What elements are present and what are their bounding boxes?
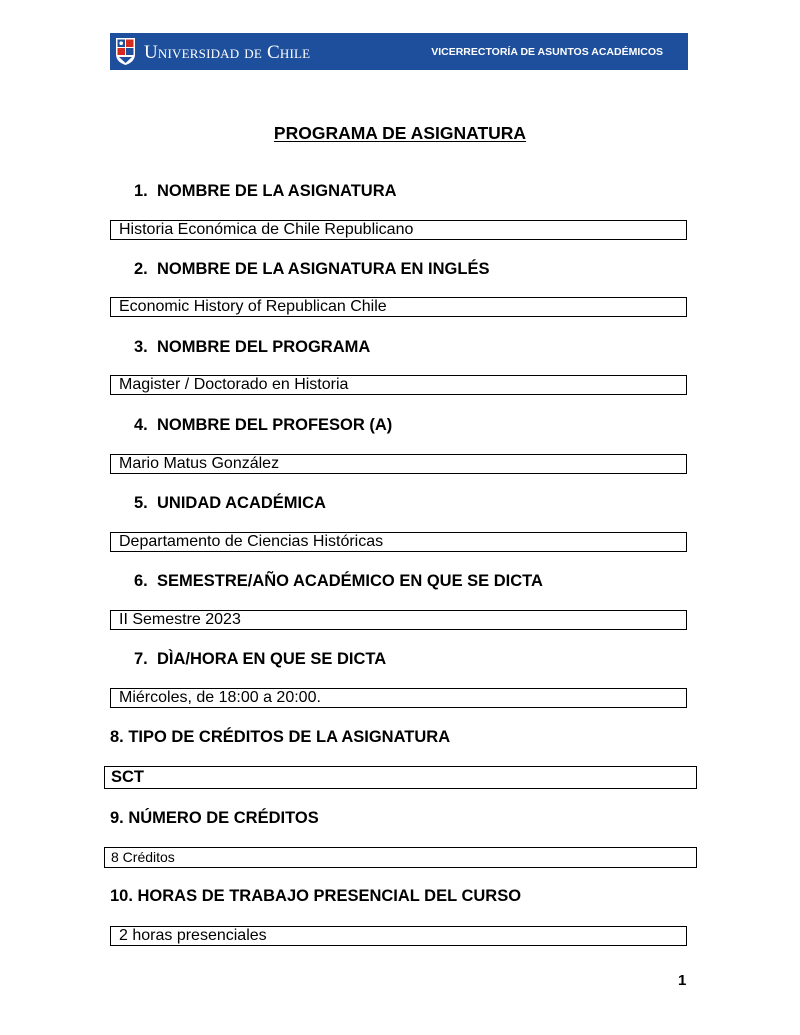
section-8-value-box: SCT bbox=[104, 766, 697, 789]
section-1-number: 1. bbox=[134, 182, 148, 200]
university-crest-icon bbox=[115, 37, 136, 66]
section-5-number: 5. bbox=[134, 494, 148, 512]
section-6-label: SEMESTRE/AÑO ACADÉMICO EN QUE SE DICTA bbox=[157, 572, 543, 590]
section-8-heading: 8. TIPO DE CRÉDITOS DE LA ASIGNATURA bbox=[110, 728, 451, 746]
section-4-heading bbox=[134, 416, 392, 435]
section-1-value-box: Historia Económica de Chile Republicano bbox=[110, 220, 687, 240]
page-number: 1 bbox=[678, 972, 687, 989]
section-4-label: NOMBRE DEL PROFESOR (A) bbox=[157, 416, 393, 434]
section-7-number: 7. bbox=[134, 650, 148, 668]
section-9-heading: 9. NÚMERO DE CRÉDITOS bbox=[110, 809, 319, 827]
section-5-value-box: Departamento de Ciencias Históricas bbox=[110, 532, 687, 552]
section-7-value-box: Miércoles, de 18:00 a 20:00. bbox=[110, 688, 687, 708]
section-10-value-box: 2 horas presenciales bbox=[110, 926, 687, 946]
section-1-label: NOMBRE DE LA ASIGNATURA bbox=[157, 182, 397, 200]
section-7-heading bbox=[134, 650, 386, 669]
section-4-number: 4. bbox=[134, 416, 148, 434]
section-3-number: 3. bbox=[134, 338, 148, 356]
section-5-label: UNIDAD ACADÉMICA bbox=[157, 494, 326, 512]
header-banner bbox=[110, 33, 688, 70]
section-3-value-box: Magister / Doctorado en Historia bbox=[110, 375, 687, 395]
section-3-heading bbox=[134, 338, 370, 357]
section-2-value-box: Economic History of Republican Chile bbox=[110, 297, 687, 317]
section-6-heading bbox=[134, 572, 543, 591]
section-7-label: DÌA/HORA EN QUE SE DICTA bbox=[157, 650, 387, 668]
section-9-value-box: 8 Créditos bbox=[104, 847, 697, 868]
section-2-number: 2. bbox=[134, 260, 148, 278]
section-1-heading bbox=[134, 182, 397, 201]
section-2-label: NOMBRE DE LA ASIGNATURA EN INGLÉS bbox=[157, 260, 490, 278]
section-2-heading bbox=[134, 260, 489, 279]
section-5-heading bbox=[134, 494, 326, 513]
section-6-value-box: II Semestre 2023 bbox=[110, 610, 687, 630]
section-4-value-box: Mario Matus González bbox=[110, 454, 687, 474]
section-3-label: NOMBRE DEL PROGRAMA bbox=[157, 338, 371, 356]
university-name: Universidad de Chile bbox=[144, 42, 311, 63]
section-10-heading: 10. HORAS DE TRABAJO PRESENCIAL DEL CURSO bbox=[110, 887, 522, 905]
page-title: PROGRAMA DE ASIGNATURA bbox=[273, 123, 527, 143]
section-6-number: 6. bbox=[134, 572, 148, 590]
department-label: VICERRECTORÍA DE ASUNTOS ACADÉMICOS bbox=[431, 46, 663, 58]
